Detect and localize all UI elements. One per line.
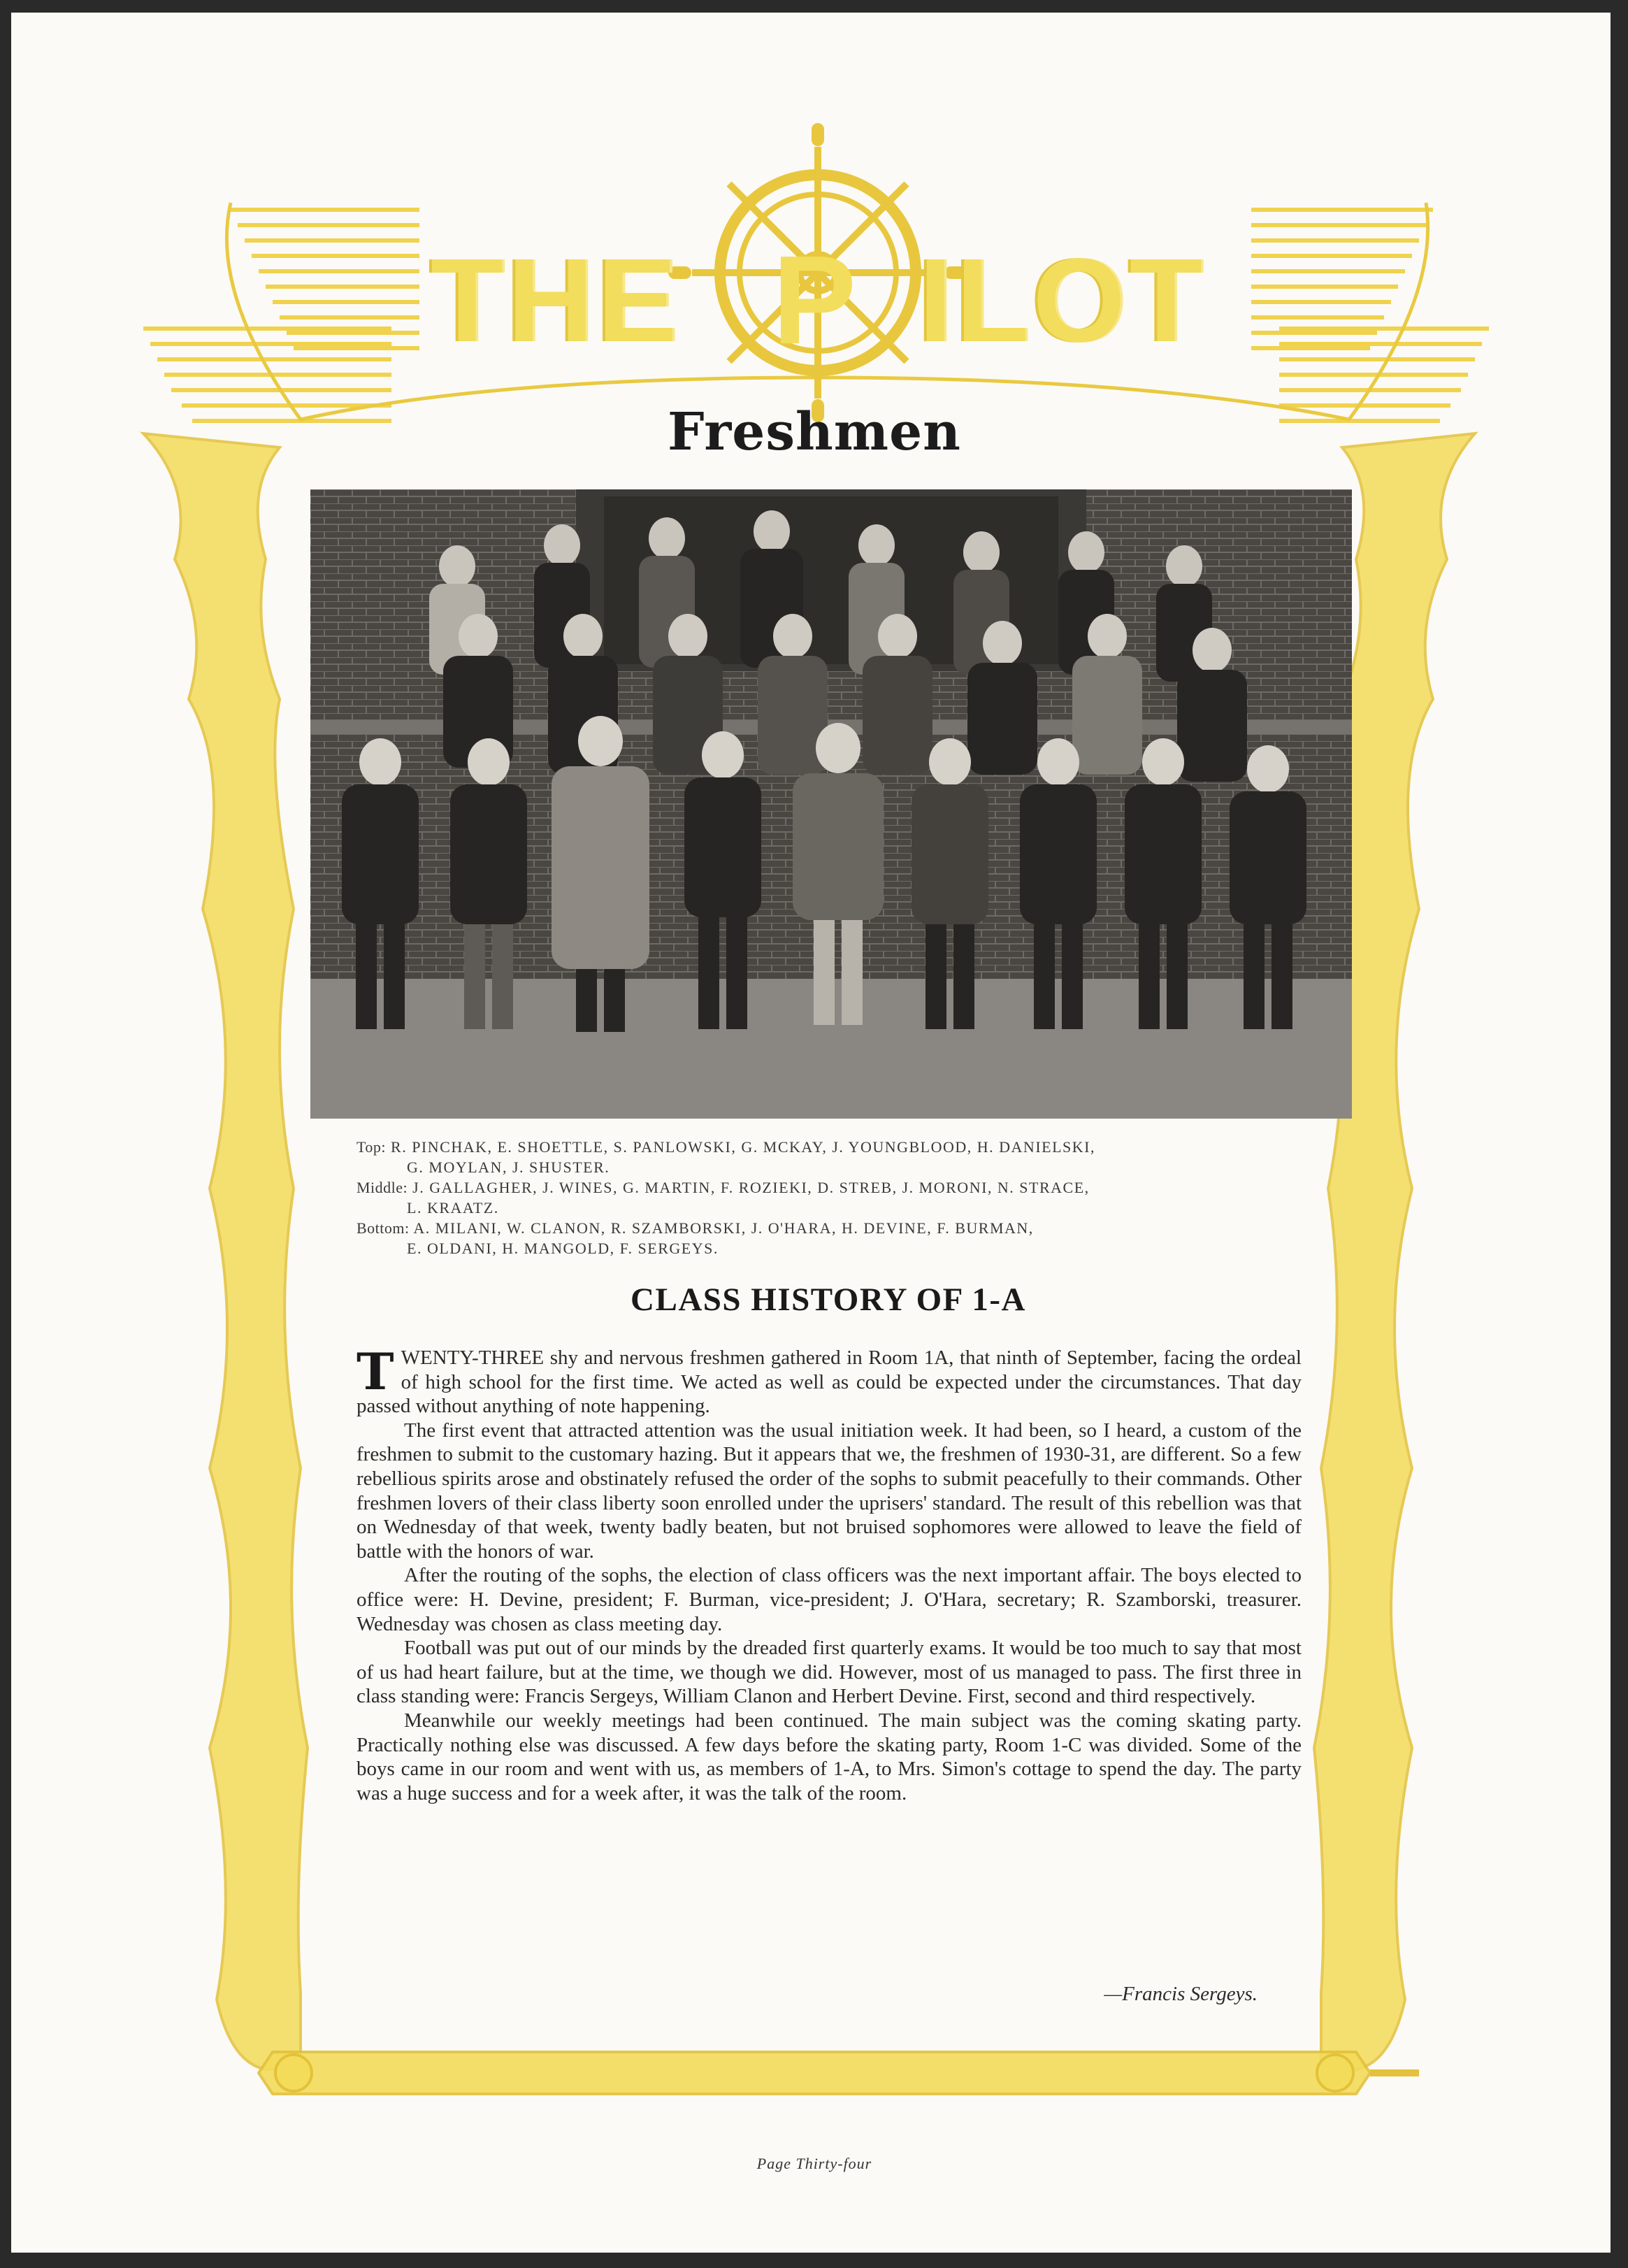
history-paragraph-1-text: WENTY-THREE shy and nervous freshmen gathered in Room 1A, that ninth of September, facing the ordeal of high school for the first time. We acted as well as could be expected under the circumstances. That day passed without anything of note happening. [356,1347,1302,1418]
section-title: Freshmen [668,402,961,462]
caption-bottom-names-cont: E. OLDANI, H. MANGOLD, F. SERGEYS. [407,1240,719,1257]
caption-top-label: Top: [356,1138,387,1156]
caption-bottom-row [356,1218,1307,1238]
caption-middle-label: Middle: [356,1179,408,1196]
photo-caption [356,1137,1307,1258]
caption-middle-row [356,1177,1307,1198]
caption-middle-names: J. GALLAGHER, J. WINES, G. MARTIN, F. ROZIEKI, D. STREB, J. MORONI, N. STRACE, [412,1179,1090,1196]
masthead-p: P [772,230,857,371]
caption-bottom-names: A. MILANI, W. CLANON, R. SZAMBORSKI, J. O'HARA, H. DEVINE, F. BURMAN, [413,1219,1034,1237]
history-title: CLASS HISTORY OF 1-A [631,1282,1026,1318]
history-paragraph-3: After the routing of the sophs, the election of class officers was the next important affair. The boys elected to office were: H. Devine, president; F. Burman, vice-president; J. O'Hara, secretary; R. Szamborski, treasurer. Wednesday was chosen as class meeting day. [356,1564,1302,1635]
history-paragraph-1 [356,1342,1302,1419]
caption-top-names: R. PINCHAK, E. SHOETTLE, S. PANLOWSKI, G. MCKAY, J. YOUNGBLOOD, H. DANIELSKI, [391,1138,1095,1156]
masthead-the: THE [431,234,681,367]
drop-cap: T [356,1342,394,1401]
author-signature: —Francis Sergeys. [1104,1983,1258,2005]
history-paragraph-2: The first event that attracted attention was the usual initiation week. It had been, so I heard, a custom of the freshmen to submit to the customary hazing. But it appears that we, the freshmen of 1930-31, are different. So a few rebellious spirits arose and obstinately refused the order of the sophs to submit peacefully to their commands. Other freshmen lovers of their class liberty soon enrolled under the uprisers' standard. The result of this rebellion was that on Wednesday of that week, twenty badly beaten, but not bruised sophomores were allowed to leave the field of battle with the honors of war. [356,1419,1302,1563]
caption-bottom-label: Bottom: [356,1219,410,1237]
class-photo [310,489,1352,1119]
caption-top-row [356,1137,1307,1157]
masthead-ilot: ILOT [919,234,1206,367]
caption-middle-names-cont: L. KRAATZ. [407,1199,499,1216]
caption-top-names-cont: G. MOYLAN, J. SHUSTER. [407,1158,610,1176]
history-paragraph-5: Meanwhile our weekly meetings had been continued. The main subject was the coming skating party. Practically nothing else was discussed. A few days before the skating party, Room 1-C was divided. Some of the boys came in our room and went with us, as members of 1-A, to Mrs. Simon's cottage to spend the day. The party was a huge success and for a week after, it was the talk of the room. [356,1709,1302,1804]
page-number: Page Thirty-four [756,2155,872,2172]
history-paragraph-4: Football was put out of our minds by the dreaded first quarterly exams. It would be too much to say that most of us had heart failure, but at the time, we though we did. However, most of us managed to pass. The first three in class standing were: Francis Sergeys, William Clanon and Herbert Devine. First, second and third respectively. [356,1637,1302,1708]
history-body [356,1342,1302,1805]
